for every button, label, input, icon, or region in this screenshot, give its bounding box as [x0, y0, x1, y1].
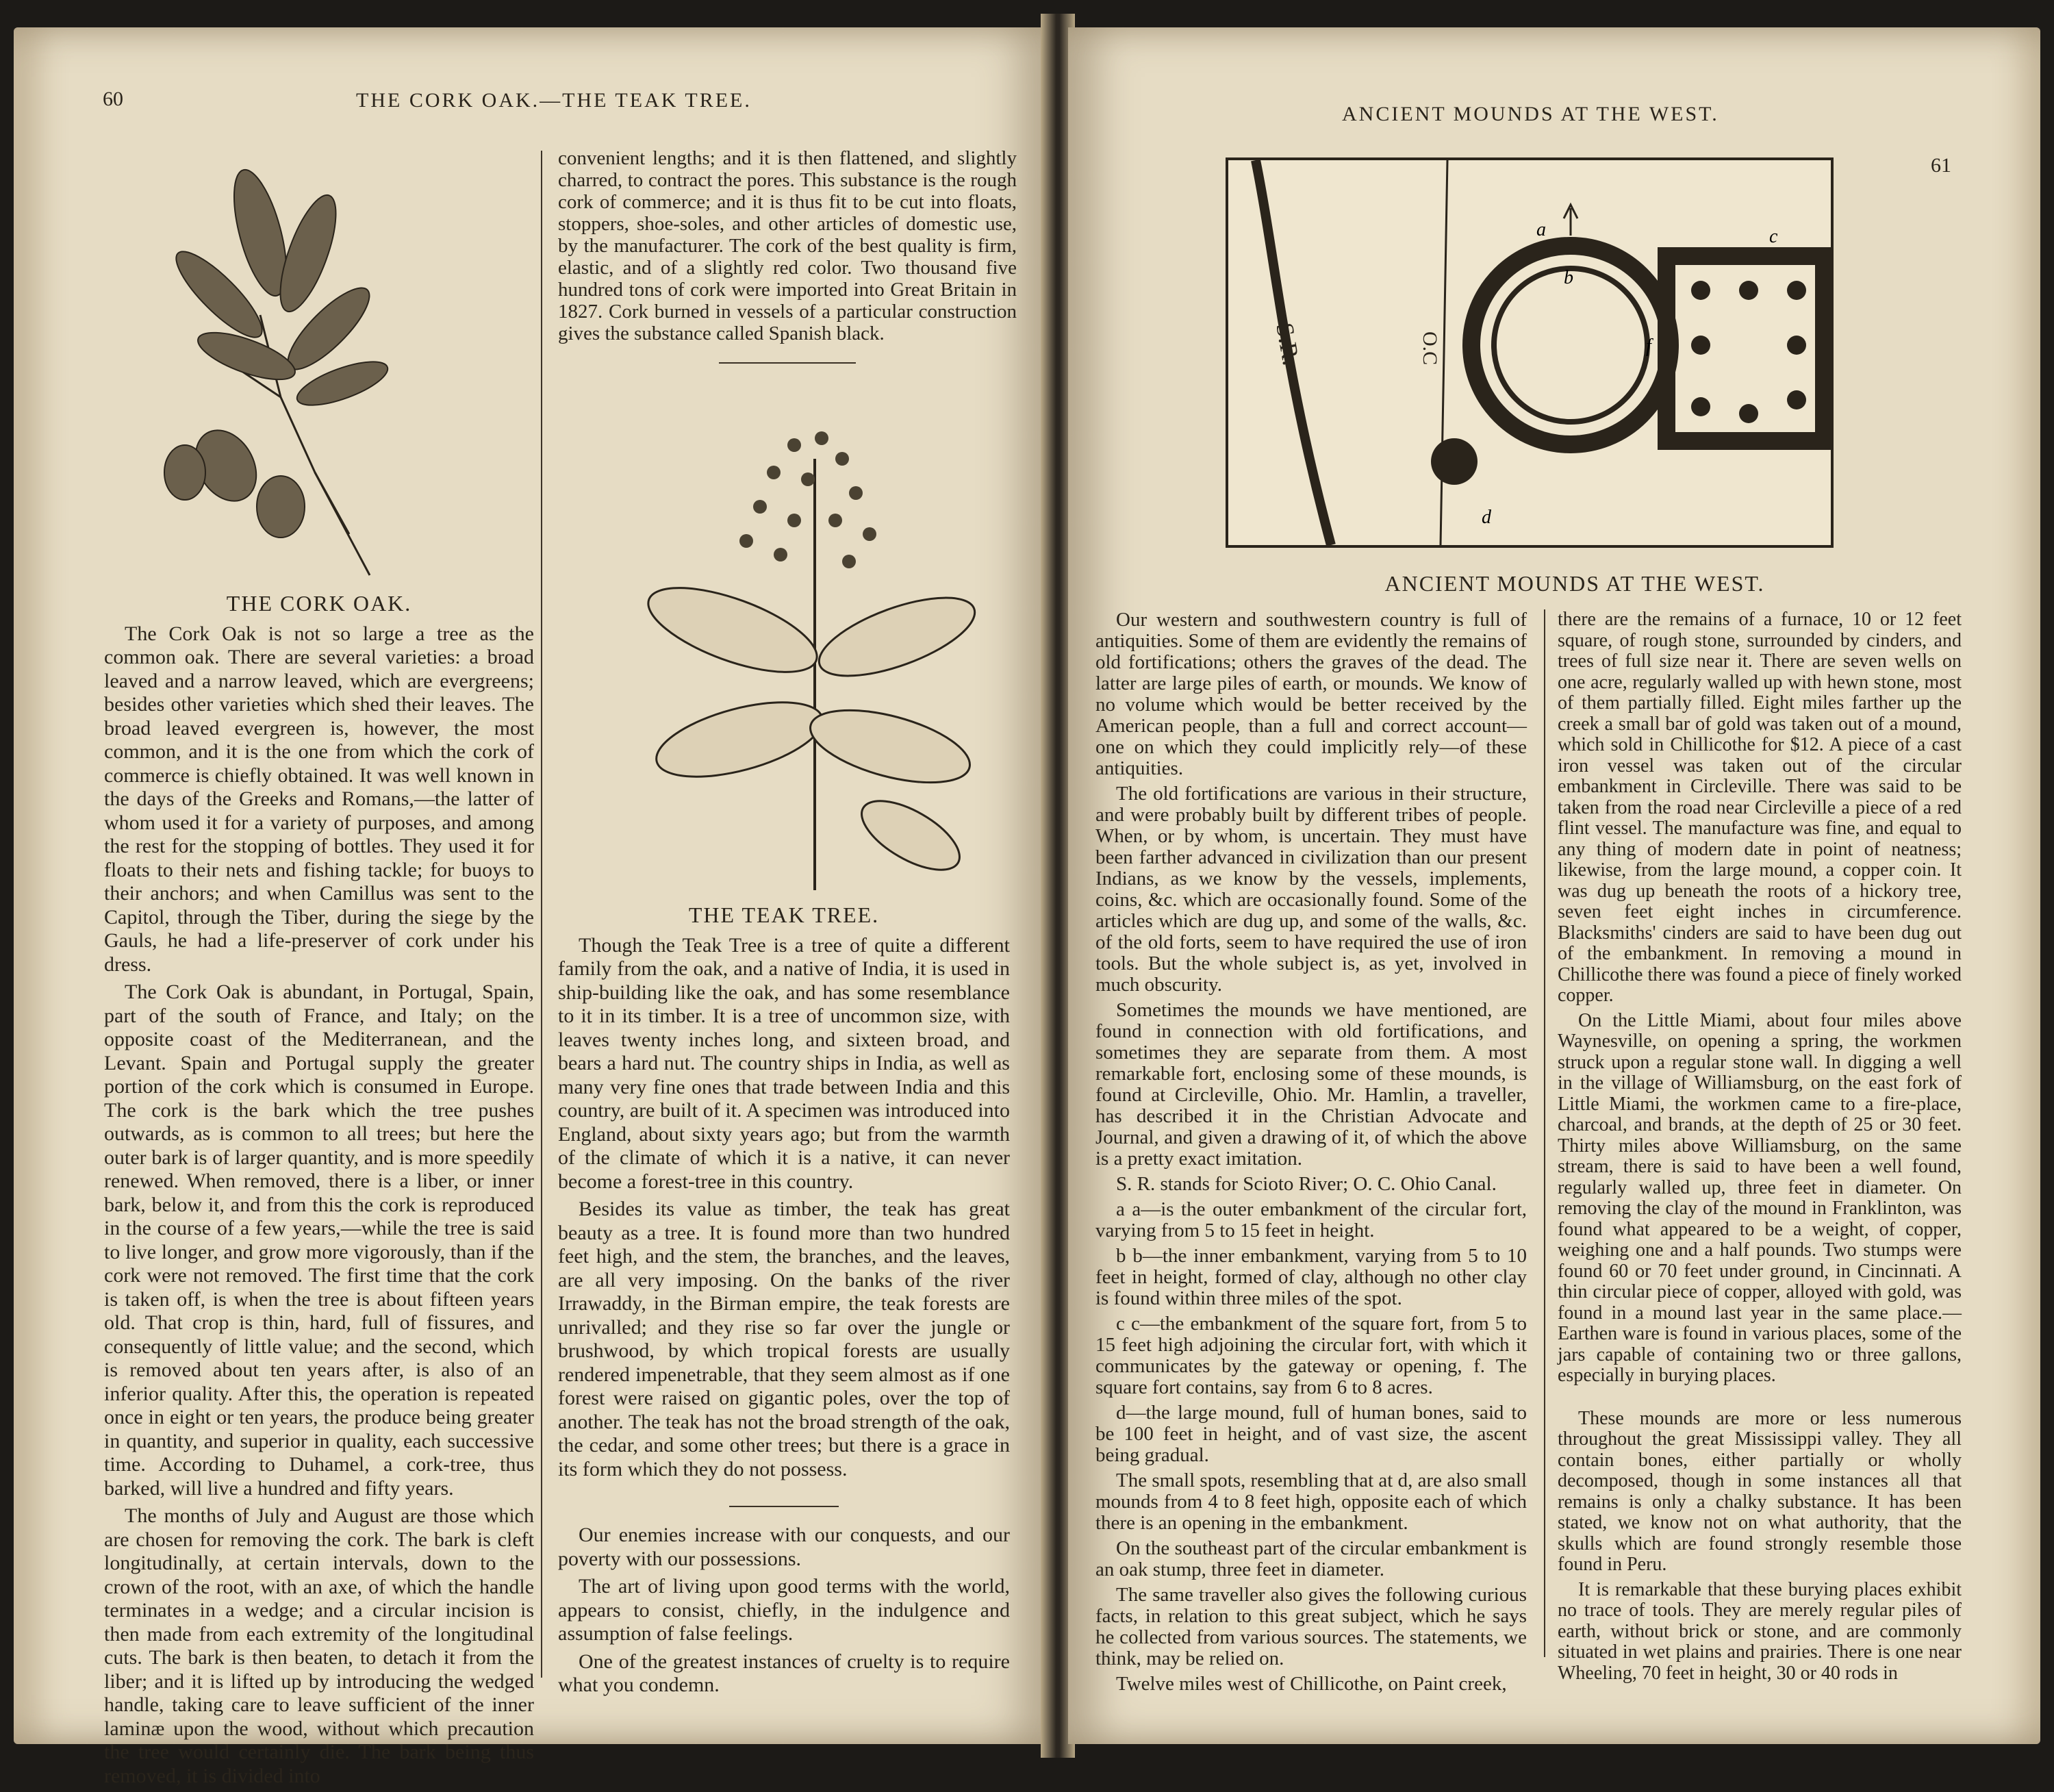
page-number-right: 61 — [1931, 154, 1951, 177]
teak-tree-illustration — [637, 418, 993, 897]
page-number-left: 60 — [103, 88, 123, 110]
diagram-label-b: b — [1564, 267, 1573, 288]
section-divider — [729, 1506, 839, 1507]
section-divider — [719, 362, 856, 364]
mounds-paragraph: b b—the inner embankment, varying from 5 to 10 feet in height, formed of clay, although no other clay is found within three miles of the spot. — [1095, 1245, 1527, 1309]
mounds-paragraph: Our western and southwestern country is full of antiquities. Some of them are evidently the remains of old fortifications; others the graves of the dead. The latter are large piles of earth, or mounds. We know of no volume which would be better received by the American people, than a full and correct account—one on which they could implicitly rely—of these antiquities. — [1095, 609, 1527, 779]
diagram-label-sr: S.R. — [1271, 320, 1306, 368]
running-head-left: THE CORK OAK.—THE TEAK TREE. — [356, 89, 752, 112]
mounds-caption: ANCIENT MOUNDS AT THE WEST. — [1384, 571, 1765, 596]
diagram-label-d: d — [1482, 507, 1491, 528]
teak-paragraph: Besides its value as timber, the teak has great beauty as a tree. It is found more than two hundred feet high, and the stem, the branches, and the leaves, are all very imposing. On the banks of the river Irrawaddy, in the Birman empire, the teak forests are unrivalled; and they rise so far over the jungle or brushwood, by which tropical forests are usually rendered impenetrable, that they seem almost as if one forest were raised on gigantic poles, over the top of another. The teak has not the broad strength of the oak, the cedar, and some other trees; but there is a grace in its form which they do not possess. — [558, 1198, 1010, 1480]
diagram-label-a: a — [1536, 219, 1546, 240]
mounds-paragraph: there are the remains of a furnace, 10 or 12 feet square, of rough stone, surrounded by cinders, and trees of full size near it. There are seven wells on one acre, regularly walled up with hewn stone, most of them partially filled. Eight miles farther up the creek a small bar of gold was taken out of a mound, which sold in Chillicothe for $12. A piece of a cast iron vessel was taken out of the circular embankment in Circleville. There was said to be taken from the road near Circleville a piece of a red flint vessel. The manufacture was fine, and equal to any thing of modern date in point of neatness; likewise, from the large mound, a copper coin. It was dug up beneath the roots of a hickory tree, seven feet eight inches in circumference. Blacksmiths' cinders are said to have been dug out of the embankment. In removing a mound in Chillicothe there was found a piece of finely worked copper. — [1558, 609, 1962, 1006]
mounds-paragraph: The same traveller also gives the following curious facts, in relation to this great subject, which he says he collected from various sources. The statements, we think, may be relied on. — [1095, 1584, 1527, 1669]
mounds-paragraph: These mounds are more or less numerous throughout the great Mississippi valley. They all contain bones, either partially or wholly decomposed, though in some instances all that remains is only a chalky substance. It has been stated, we know not on what authority, that the skulls which are found strongly resemble those found in Peru. — [1558, 1407, 1962, 1575]
running-head-right: ANCIENT MOUNDS AT THE WEST. — [1342, 103, 1719, 125]
cork-oak-paragraph: The Cork Oak is abundant, in Portugal, Spain, part of the south of France, and Italy; on the opposite coast of the Mediterranean, and the Levant. Spain and Portugal supply the greater portion of the cork which is consumed in Europe. The cork is the bark which the tree pushes outwards, as is common to all trees; but here the outer bark is of larger quantity, and is more speedily renewed. When removed, there is a liber, or inner bark, below it, and from this the cork is reproduced in the course of a few years,—while the tree is said to live longer, and grow more vigorously, than if the cork were not removed. The first time that the cork is taken off, is when the tree is about fifteen years old. That crop is thin, hard, full of fissures, and consequently of little value; and the second, which is removed about ten years after, is also of an inferior quality. After this, the operation is repeated once in eight or ten years, the produce being greater in quantity, and superior in quality, each successive time. According to Duhamel, a cork-tree, thus barked, will live a hundred and fifty years. — [104, 981, 534, 1500]
teak-paragraph: Though the Teak Tree is a tree of quite a different family from the oak, and a native of India, it is used in ship-building like the oak, and has some resemblance to it in its timber. It is a tree of uncommon size, with leaves twenty inches long, and sixteen broad, and bears a hard nut. The country ships in India, as well as many very fine ones that trade between India and this country, are built of it. A specimen was introduced into England, about sixty years ago; but from the warmth of the climate of which it is a native, it can never become a forest-tree in this country. — [558, 933, 1010, 1193]
column-rule — [1544, 609, 1545, 1657]
diagram-label-c: c — [1769, 226, 1778, 247]
mounds-paragraph: On the Little Miami, about four miles above Waynesville, on opening a spring, the workmen struck upon a regular stone wall. In digging a well in the village of Williamsburg, on the east fork of Little Miami, the workmen came to a fire-place, charcoal, and brands, at the depth of 25 or 30 feet. Thirty miles above Williamsburg, on the same stream, there is said to have been a well found, regularly walled up, three feet in diameter. On removing the clay of the mound in Franklinton, was found what appeared to be a weight, of copper, weighing one and a half pounds. Two stumps were found 60 or 70 feet under ground, in Cincinnati. A thin circular piece of copper, alloyed with gold, was found in a mound last year in the same place.—Earthen ware is found in various places, some of the jars capable of containing two or three gallons, especially in burying places. — [1558, 1009, 1962, 1386]
mounds-paragraph: It is remarkable that these burying places exhibit no trace of tools. They are merely regular piles of earth, without brick or stone, and are commonly situated in wet plains and prairies. There is one near Wheeling, 70 feet in height, 30 or 40 rods in — [1558, 1578, 1962, 1684]
diagram-label-f: f — [1646, 336, 1651, 357]
mounds-paragraph: Twelve miles west of Chillicothe, on Paint creek, — [1116, 1673, 1507, 1695]
diagram-label-oc: O.C — [1419, 331, 1441, 366]
cork-continued-paragraph: convenient lengths; and it is then flattened, and slightly charred, to contract the pores. This substance is the rough cork of commerce; and it is thus fit to be cut into floats, stoppers, shoe-soles, and other articles of domestic use, by the manufacturer. The cork of the best quality is firm, elastic, and of a slightly red color. Two thousand five hundred tons of cork were imported into Great Britain in 1827. Cork burned in vessels of a particular construction gives the substance called Spanish black. — [558, 147, 1017, 344]
teak-column — [558, 147, 1017, 381]
mounds-paragraph: S. R. stands for Scioto River; O. C. Ohio Canal. — [1116, 1173, 1497, 1195]
teak-text — [558, 900, 1010, 1702]
cork-oak-paragraph: The Cork Oak is not so large a tree as the common oak. There are several varieties: a broad leaved and a narrow leaved, which are evergreens; besides other varieties which shed their leaves. The broad leaved evergreen is, however, the most common, and it is the one from which the cork of commerce is chiefly obtained. It was well known in the days of the Greeks and Romans,—the latter of whom used it for a variety of purposes, and among the rest for the stopping of bottles. They used it for floats to their nets and fishing tackle; for buoys to their anchors; and when Camillus was sent to the Capitol, through the Tiber, during the siege by the Gauls, he had a life-preserver of cork under his dress. — [104, 622, 534, 976]
cork-oak-paragraph: The months of July and August are those which are chosen for removing the cork. The bark is cleft longitudinally, at certain intervals, down to the crown of the root, with an axe, of which the handle terminates in a wedge; and a circular incision is then made from each extremity of the longitudinal cuts. The bark is then beaten, to detach it from the liber; and it is lifted up by introducing the wedged handle, taking care to leave sufficient of the inner laminæ upon the wood, without which precaution the tree would certainly die. The bark being thus removed, it is divided into — [104, 1504, 534, 1787]
cork-oak-illustration — [144, 151, 431, 589]
mounds-paragraph: Sometimes the mounds we have mentioned, are found in connection with old fortifications, and sometimes they are separate from them. A most remarkable fort, enclosing some of these mounds, is found at Circleville, Ohio. Mr. Hamlin, a traveller, has described it in the Christian Advocate and Journal, and given a drawing of it, of which the above is a pretty exact imitation. — [1095, 999, 1527, 1170]
mounds-paragraph: a a—is the outer embankment of the circular fort, varying from 5 to 15 feet in height. — [1095, 1198, 1527, 1241]
mounds-paragraph: On the southeast part of the circular embankment is an oak stump, three feet in diameter. — [1095, 1537, 1527, 1580]
column-rule — [541, 151, 542, 1678]
mounds-paragraph: c c—the embankment of the square fort, from 5 to 15 feet high adjoining the circular fort, with which it communicates by the gateway or opening, f. The square fort contains, say from 6 to 8 acres. — [1095, 1313, 1527, 1398]
mounds-paragraph: d—the large mound, full of human bones, said to be 100 feet in height, and of vast size, the ascent being gradual. — [1095, 1402, 1527, 1466]
cork-oak-column — [104, 589, 534, 1792]
mounds-column-1 — [1095, 609, 1527, 1699]
maxim: The art of living upon good terms with the world, appears to consist, chiefly, in the indulgence and assumption of false feelings. — [558, 1575, 1010, 1645]
mounds-paragraph: The old fortifications are various in their structure, and were probably built by different tribes of people. When, or by whom, is uncertain. They must have been farther advanced in civilization than our present Indians, as we know by the vessels, implements, coins, &c. which are occasionally found. Some of the articles which are dug up, and some of the walls, &c. of the old forts, seem to have required the use of iron tools. But the whole subject is, as yet, involved in much obscurity. — [1095, 783, 1527, 996]
cork-oak-caption: THE CORK OAK. — [226, 591, 412, 616]
mounds-diagram — [1226, 157, 1834, 548]
maxim: One of the greatest instances of cruelty is to require what you condemn. — [558, 1650, 1010, 1696]
mounds-paragraph: The small spots, resembling that at d, are also small mounds from 4 to 8 feet high, opposite each of which there is an opening in the embankment. — [1095, 1469, 1527, 1534]
mounds-column-2 — [1558, 609, 1962, 1688]
teak-tree-caption: THE TEAK TREE. — [688, 903, 880, 927]
maxim: Our enemies increase with our conquests, and our poverty with our possessions. — [558, 1524, 1010, 1570]
